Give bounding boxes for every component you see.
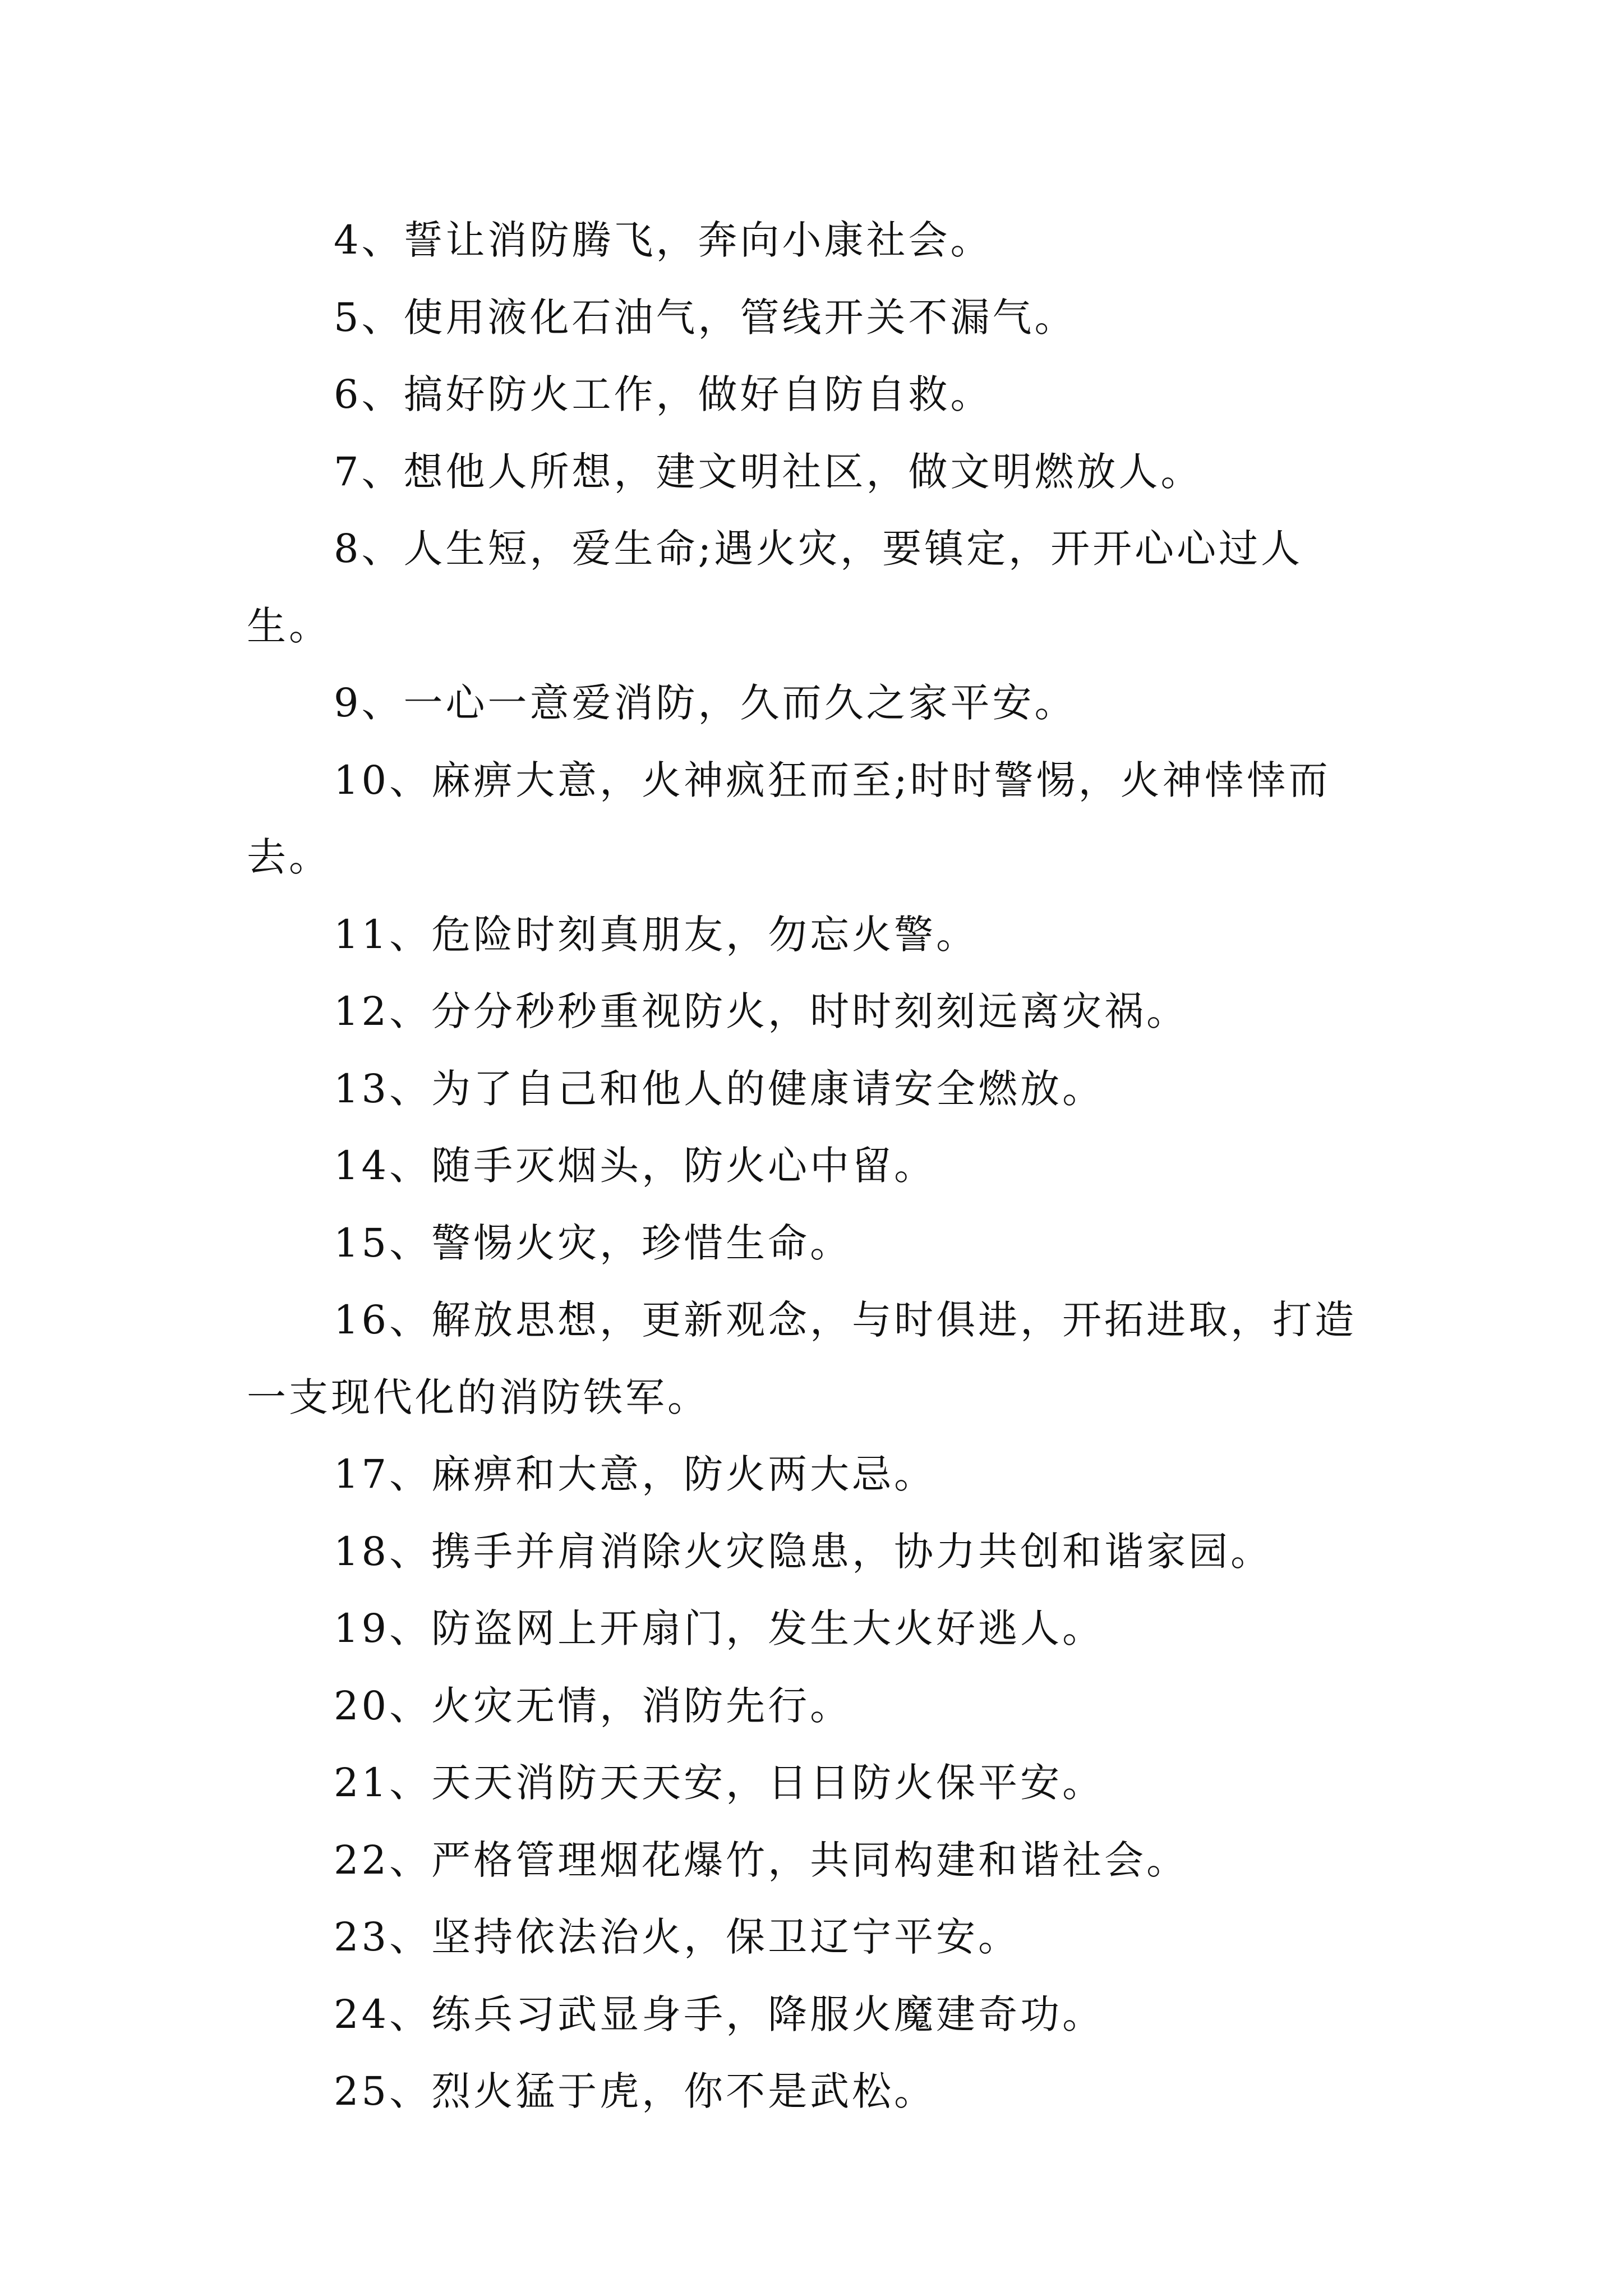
slogan-item: 9、一心一意爱消防，久而久之家平安。 [334, 680, 1077, 726]
slogan-list [247, 202, 1380, 2131]
slogan-item: 7、想他人所想，建文明社区，做文明燃放人。 [334, 448, 1203, 495]
slogan-item: 16、解放思想，更新观念，与时俱进，开拓进取，打造一支现代化的消防铁军。 [247, 1297, 1357, 1420]
slogan-item: 12、分分秒秒重视防火，时时刻刻远离灾祸。 [334, 988, 1189, 1034]
slogan-item: 4、誓让消防腾飞，奔向小康社会。 [334, 217, 993, 263]
slogan-item: 11、危险时刻真朋友，勿忘火警。 [334, 911, 979, 958]
slogan-item: 5、使用液化石油气，管线开关不漏气。 [334, 294, 1077, 341]
slogan-item: 21、天天消防天天安，日日防火保平安。 [334, 1760, 1105, 1806]
slogan-item: 14、随手灭烟头，防火心中留。 [334, 1143, 937, 1189]
slogan-item: 18、携手并肩消除火灾隐患，协力共创和谐家园。 [334, 1528, 1273, 1575]
slogan-item: 22、严格管理烟花爆竹，共同构建和谐社会。 [334, 1837, 1189, 1883]
slogan-item: 8、人生短，爱生命;遇火灾，要镇定，开开心心过人生。 [247, 526, 1303, 649]
slogan-item: 6、搞好防火工作，做好自防自救。 [334, 371, 993, 417]
slogan-item: 19、防盗网上开扇门，发生大火好逃人。 [334, 1605, 1105, 1651]
slogan-item: 17、麻痹和大意，防火两大忌。 [334, 1451, 937, 1497]
slogan-item: 10、麻痹大意，火神疯狂而至;时时警惕，火神悻悻而去。 [247, 757, 1331, 880]
slogan-item: 24、练兵习武显身手，降服火魔建奇功。 [334, 1991, 1105, 2037]
slogan-item: 15、警惕火灾，珍惜生命。 [334, 1220, 852, 1266]
slogan-item: 23、坚持依法治火，保卫辽宁平安。 [334, 1914, 1021, 1960]
slogan-item: 13、为了自己和他人的健康请安全燃放。 [334, 1065, 1105, 1112]
slogan-item: 25、烈火猛于虎，你不是武松。 [334, 2068, 937, 2114]
slogan-item: 20、火灾无情，消防先行。 [334, 1682, 852, 1729]
